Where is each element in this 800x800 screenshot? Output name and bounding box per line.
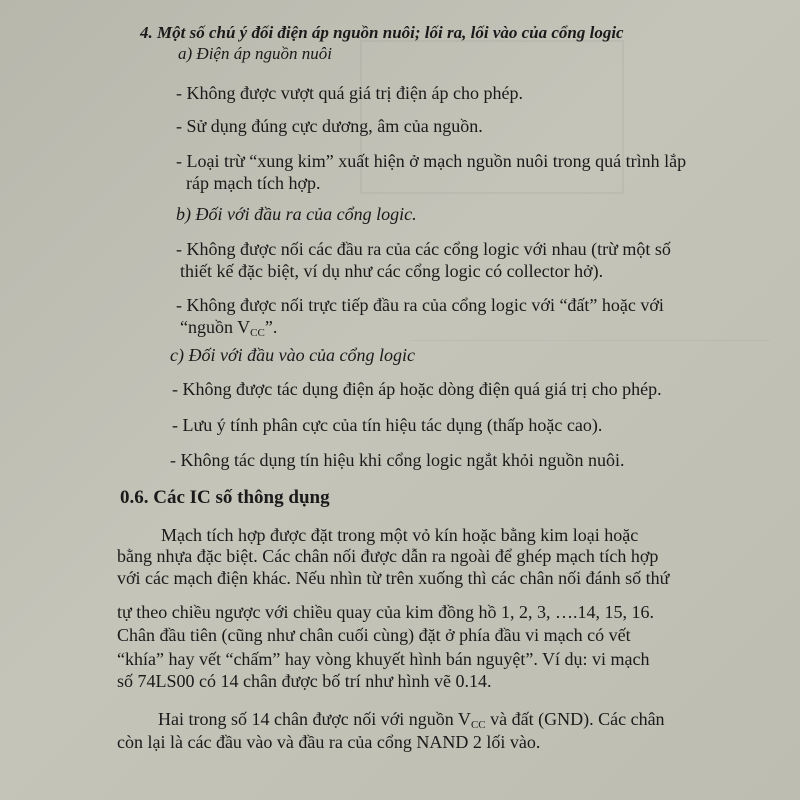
- list-item: - Không được nối các đầu ra của các cổng logic với nhau (trừ một số: [176, 239, 671, 259]
- list-item: - Sử dụng đúng cực dương, âm của nguồn.: [176, 116, 483, 136]
- subsection-a-title: a) Điện áp nguồn nuôi: [178, 44, 332, 63]
- vcc-subscript: CC: [470, 719, 486, 731]
- list-item-continuation: [180, 316, 277, 338]
- list-item: - Không được tác dụng điện áp hoặc dòng điện quá giá trị cho phép.: [172, 379, 662, 399]
- section-4-heading: 4. Một số chú ý đối điện áp nguồn nuôi; lối ra, lối vào của cổng logic: [140, 23, 624, 42]
- list-item-continuation: ráp mạch tích hợp.: [186, 173, 321, 193]
- vcc-suffix: ”.: [264, 317, 278, 337]
- paragraph-line: còn lại là các đầu vào và đầu ra của cổng NAND 2 lối vào.: [117, 732, 541, 752]
- vcc-suffix: và đất (GND). Các chân: [485, 709, 665, 729]
- list-item: - Lưu ý tính phân cực của tín hiệu tác dụng (thấp hoặc cao).: [172, 415, 603, 435]
- paragraph-line: Mạch tích hợp được đặt trong một vỏ kín hoặc bằng kim loại hoặc: [161, 525, 639, 545]
- paragraph-line: tự theo chiều ngược với chiều quay của kim đồng hồ 1, 2, 3, ….14, 15, 16.: [117, 602, 654, 622]
- paragraph-line: với các mạch điện khác. Nếu nhìn từ trên xuống thì các chân nối đánh số thứ: [117, 568, 670, 588]
- list-item-continuation: thiết kế đặc biệt, ví dụ như các cổng logic có collector hở).: [180, 261, 604, 281]
- vcc-prefix: Hai trong số 14 chân được nối với nguồn V: [158, 709, 471, 729]
- subsection-c-title: c) Đối với đầu vào của cổng logic: [170, 345, 416, 365]
- list-item: - Không được nối trực tiếp đầu ra của cổng logic với “đất” hoặc với: [176, 295, 664, 315]
- paragraph-line: Chân đầu tiên (cũng như chân cuối cùng) đặt ở phía đầu vi mạch có vết: [117, 625, 631, 645]
- list-item: - Không tác dụng tín hiệu khi cổng logic ngắt khỏi nguồn nuôi.: [170, 450, 625, 470]
- paragraph-line: “khía” hay vết “chấm” hay vòng khuyết hình bán nguyệt”. Ví dụ: vi mạch: [117, 649, 650, 669]
- subsection-b-title: b) Đối với đầu ra của cổng logic.: [176, 204, 417, 224]
- vcc-subscript: CC: [250, 327, 265, 339]
- section-0-6-heading: 0.6. Các IC số thông dụng: [120, 487, 330, 508]
- paragraph-line: số 74LS00 có 14 chân được bố trí như hình vẽ 0.14.: [117, 671, 492, 691]
- list-item: - Loại trừ “xung kim” xuất hiện ở mạch nguồn nuôi trong quá trình lắp: [176, 151, 687, 171]
- vcc-prefix: “nguồn V: [180, 317, 251, 337]
- paragraph-line: bằng nhựa đặc biệt. Các chân nối được dẫn ra ngoài để ghép mạch tích hợp: [117, 546, 659, 566]
- paragraph-line: [158, 708, 665, 730]
- list-item: - Không được vượt quá giá trị điện áp cho phép.: [176, 83, 523, 103]
